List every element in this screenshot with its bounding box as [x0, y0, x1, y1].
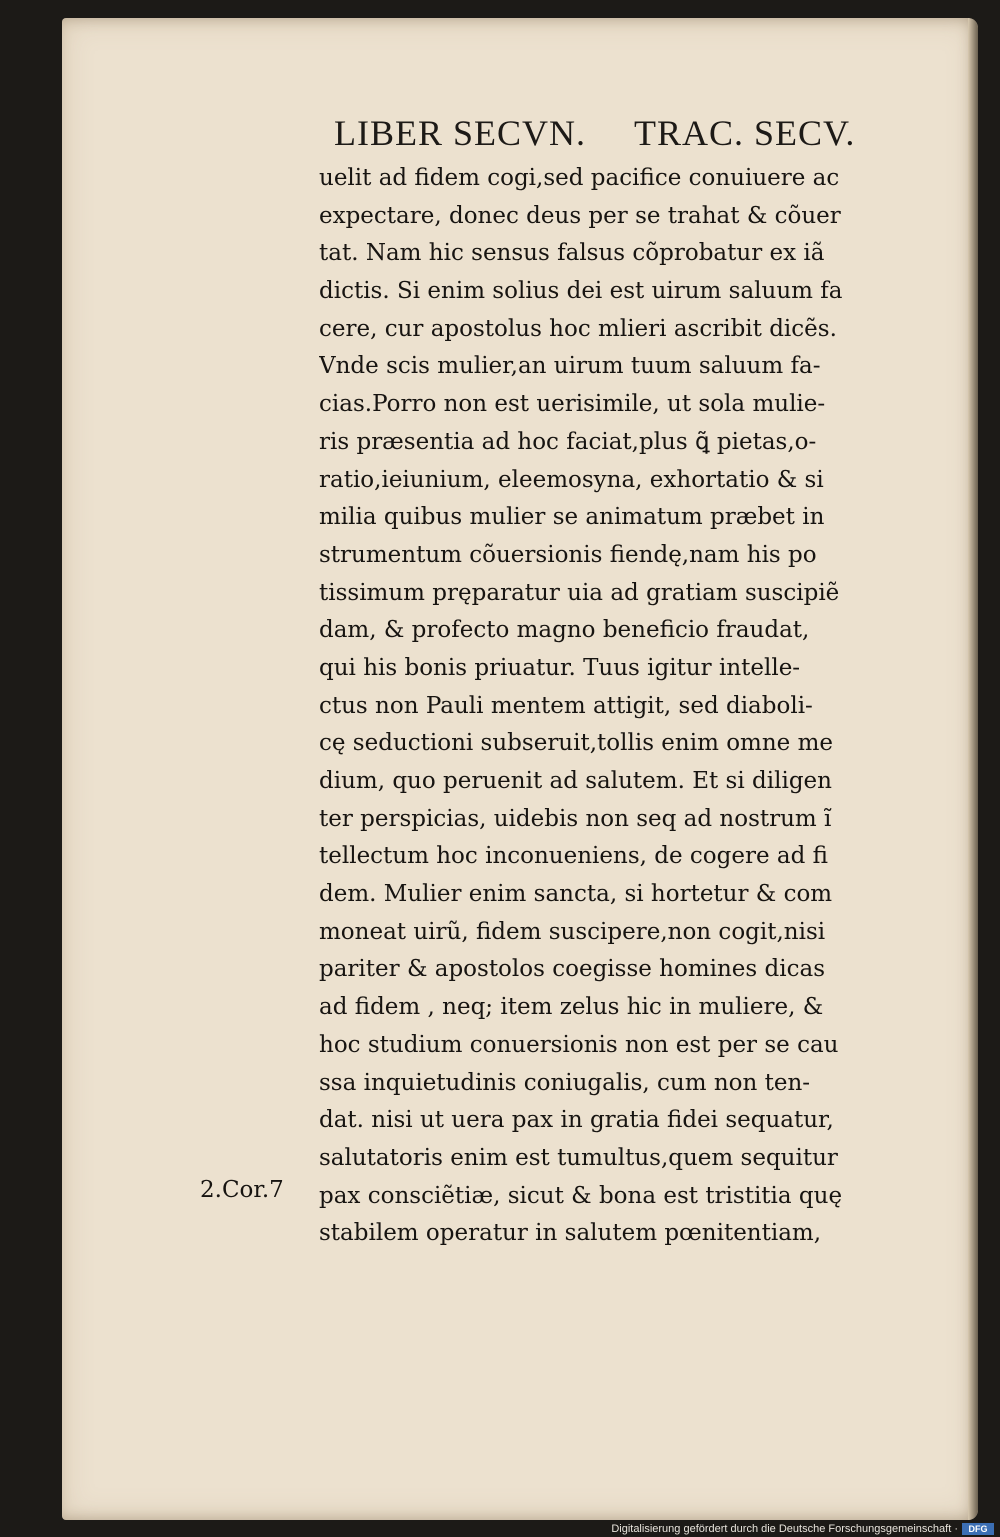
text-line: dam, & profecto magno beneficio fraudat,: [319, 617, 810, 644]
text-line: cę seductioni subseruit,tollis enim omne me: [319, 730, 834, 757]
text-line: dat. nisi ut uera pax in gratia fidei sequatur,: [319, 1107, 834, 1134]
text-line: stabilem operatur in salutem pœnitentiam,: [319, 1220, 822, 1247]
text-line: uelit ad fidem cogi,sed pacifice conuiuere ac: [319, 165, 840, 191]
running-head-left: LIBER SECVN.: [334, 113, 587, 153]
text-line: cias.Porro non est uerisimile, ut sola mulie-: [319, 391, 826, 418]
text-block: [319, 160, 978, 1253]
text-line: moneat uirũ, fidem suscipere,non cogit,nisi: [319, 918, 826, 945]
text-line: tellectum hoc inconueniens, de cogere ad fi: [319, 843, 828, 870]
text-line: pariter & apostolos coegisse homines dicas: [319, 956, 826, 983]
text-line: ratio,ieiunium, eleemosyna, exhortatio & si: [319, 466, 824, 493]
margin-reference: 2.Cor.7: [200, 1177, 284, 1203]
running-head-right: TRAC. SECV.: [634, 113, 856, 153]
text-line: pax consciẽtiæ, sicut & bona est tristitia quę: [319, 1182, 843, 1209]
text-line: dem. Mulier enim sancta, si hortetur & com: [319, 881, 833, 908]
text-line: ris præsentia ad hoc faciat,plus ꝗ̃ pietas,o-: [319, 428, 817, 455]
text-line: milia quibus mulier se animatum præbet in: [319, 504, 825, 531]
dfg-logo-icon: DFG: [962, 1523, 994, 1535]
text-line: tissimum pręparatur uia ad gratiam suscipiẽ: [319, 579, 840, 606]
text-line: salutatoris enim est tumultus,quem sequitur: [319, 1144, 838, 1171]
text-line: dictis. Si enim solius dei est uirum saluum fa: [319, 278, 843, 305]
text-line: hoc studium conuersionis non est per se cau: [319, 1031, 839, 1058]
text-line: dium, quo peruenit ad salutem. Et si diligen: [319, 768, 832, 794]
text-line: strumentum cõuersionis fiendę,nam his po: [319, 541, 817, 568]
text-line: Vnde scis mulier,an uirum tuum saluum fa-: [319, 353, 821, 380]
text-line: cere, cur apostolus hoc mlieri ascribit dicẽs.: [319, 315, 837, 342]
text-line: expectare, donec deus per se trahat & cõuer: [319, 202, 841, 229]
text-line: ad fidem , neq; item zelus hic in muliere, &: [319, 994, 824, 1021]
text-line: tat. Nam hic sensus falsus cõprobatur ex iã: [319, 240, 825, 267]
running-head: [334, 112, 974, 154]
funding-notice: Digitalisierung gefördert durch die Deutsche Forschungsgemeinschaft ·: [611, 1523, 958, 1535]
text-line: qui his bonis priuatur. Tuus igitur intelle-: [319, 654, 801, 681]
book-page: [62, 18, 978, 1520]
text-line: ssa inquietudinis coniugalis, cum non ten-: [319, 1069, 811, 1096]
text-line: ter perspicias, uidebis non seq ad nostrum ĩ: [319, 805, 832, 832]
text-line: ctus non Pauli mentem attigit, sed diaboli-: [319, 692, 813, 719]
footer-bar: [0, 1520, 1000, 1537]
